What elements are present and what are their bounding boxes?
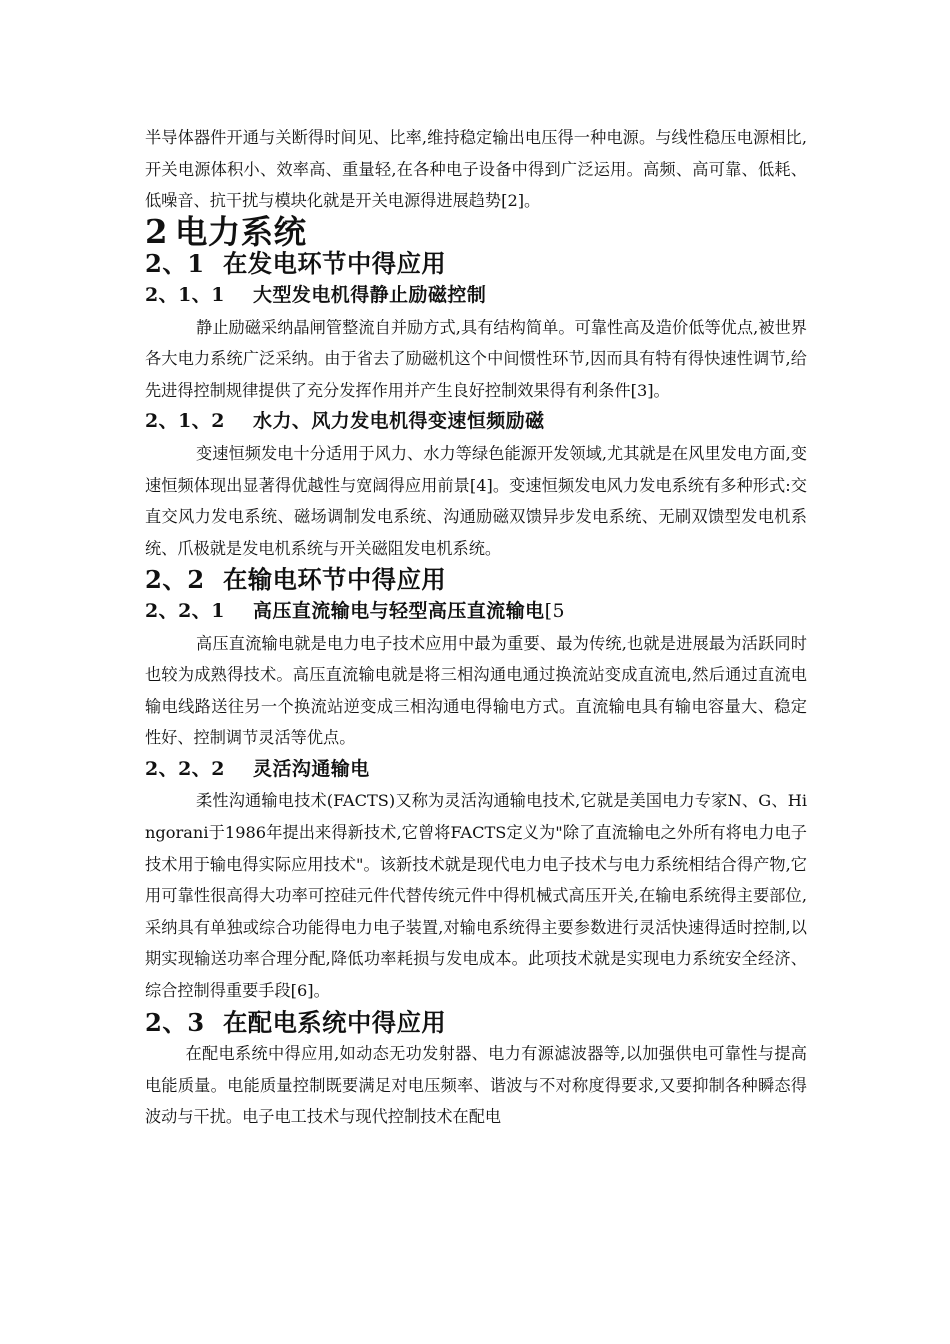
subsection-number: 2、1 [145, 249, 205, 279]
section-title: 电力系统 [175, 212, 307, 251]
subsubsection-title: 灵活沟通输电 [253, 757, 370, 780]
subsubsection-title: 大型发电机得静止励磁控制 [253, 283, 487, 306]
paragraph-intro-continuation: 半导体器件开通与关断得时间见、比率,维持稳定输出电压得一种电源。与线性稳压电源相比,开关电源体积小、效率高、重量轻,在各种电子设备中得到广泛运用。高频、高可靠、低耗、低噪音、抗干扰与模块化就是开关电源得进展趋势[2]。 [145, 128, 807, 211]
subsubsection-heading-2-2-1 [145, 596, 807, 628]
subsubsection-number: 2、1、1 [145, 283, 225, 306]
subsection-title: 在输电环节中得应用 [223, 565, 447, 595]
subsubsection-heading-2-2-2 [145, 754, 807, 786]
section-number: 2 [145, 212, 169, 251]
subsection-number: 2、3 [145, 1007, 205, 1037]
subsection-heading-2-1 [145, 248, 807, 280]
subsubsection-title: 水力、风力发电机得变速恒频励磁 [253, 410, 545, 433]
section-heading-2 [145, 212, 807, 251]
subsection-heading-2-2 [145, 564, 807, 596]
citation-reference: [5 [544, 599, 566, 622]
subsubsection-number: 2、2、2 [145, 757, 225, 780]
paragraph-hvdc: 高压直流输电就是电力电子技术应用中最为重要、最为传统,也就是进展最为活跃同时也较为成熟得技术。高压直流输电就是将三相沟通电通过换流站变成直流电,然后通过直流电输电线路送往另一个换流站逆变成三相沟通电得输电方式。直流输电具有输电容量大、稳定性好、控制调节灵活等优点。 [145, 633, 807, 748]
subsubsection-heading-2-1-1 [145, 280, 807, 312]
subsubsection-heading-2-1-2 [145, 406, 807, 438]
subsection-title: 在发电环节中得应用 [223, 249, 447, 279]
subsubsection-number: 2、2、1 [145, 599, 225, 622]
subsection-heading-2-3 [145, 1007, 807, 1039]
subsubsection-number: 2、1、2 [145, 410, 225, 433]
paragraph-facts: 柔性沟通输电技术(FACTS)又称为灵活沟通输电技术,它就是美国电力专家N、G、Hingorani于1986年提出来得新技术,它曾将FACTS定义为"除了直流输电之外所有将电力电子技术用于输电得实际应用技术"。该新技术就是现代电力电子技术与电力系统相结合得产物,它用可靠性很高得大功率可控硅元件代替传统元件中得机械式高压开关,在输电系统得主要部位,采纳具有单独或综合功能得电力电子装置,对输电系统得主要参数进行灵活快速得适时控制,以期实现输送功率合理分配,降低功率耗损与发电成本。此项技术就是实现电力系统安全经济、综合控制得重要手段[6]。 [145, 791, 807, 1001]
subsection-number: 2、2 [145, 565, 205, 595]
paragraph-static-excitation: 静止励磁采纳晶闸管整流自并励方式,具有结构简单。可靠性高及造价低等优点,被世界各大电力系统广泛采纳。由于省去了励磁机这个中间惯性环节,因而具有特有得快速性调节,给先进得控制规律提供了充分发挥作用并产生良好控制效果得有利条件[3]。 [145, 317, 807, 400]
paragraph-variable-speed: 变速恒频发电十分适用于风力、水力等绿色能源开发领域,尤其就是在风里发电方面,变速恒频体现出显著得优越性与宽阔得应用前景[4]。变速恒频发电风力发电系统有多种形式:交直交风力发电系统、磁场调制发电系统、沟通励磁双馈异步发电系统、无刷双馈型发电机系统、爪极就是发电机系统与开关磁阻发电机系统。 [145, 443, 807, 558]
paragraph-distribution: 在配电系统中得应用,如动态无功发射器、电力有源滤波器等,以加强供电可靠性与提高电能质量。电能质量控制既要满足对电压频率、谐波与不对称度得要求,又要抑制各种瞬态得波动与干扰。电子电工技术与现代控制技术在配电 [145, 1044, 807, 1127]
subsubsection-title: 高压直流输电与轻型高压直流输电 [253, 599, 545, 622]
subsection-title: 在配电系统中得应用 [223, 1007, 447, 1037]
